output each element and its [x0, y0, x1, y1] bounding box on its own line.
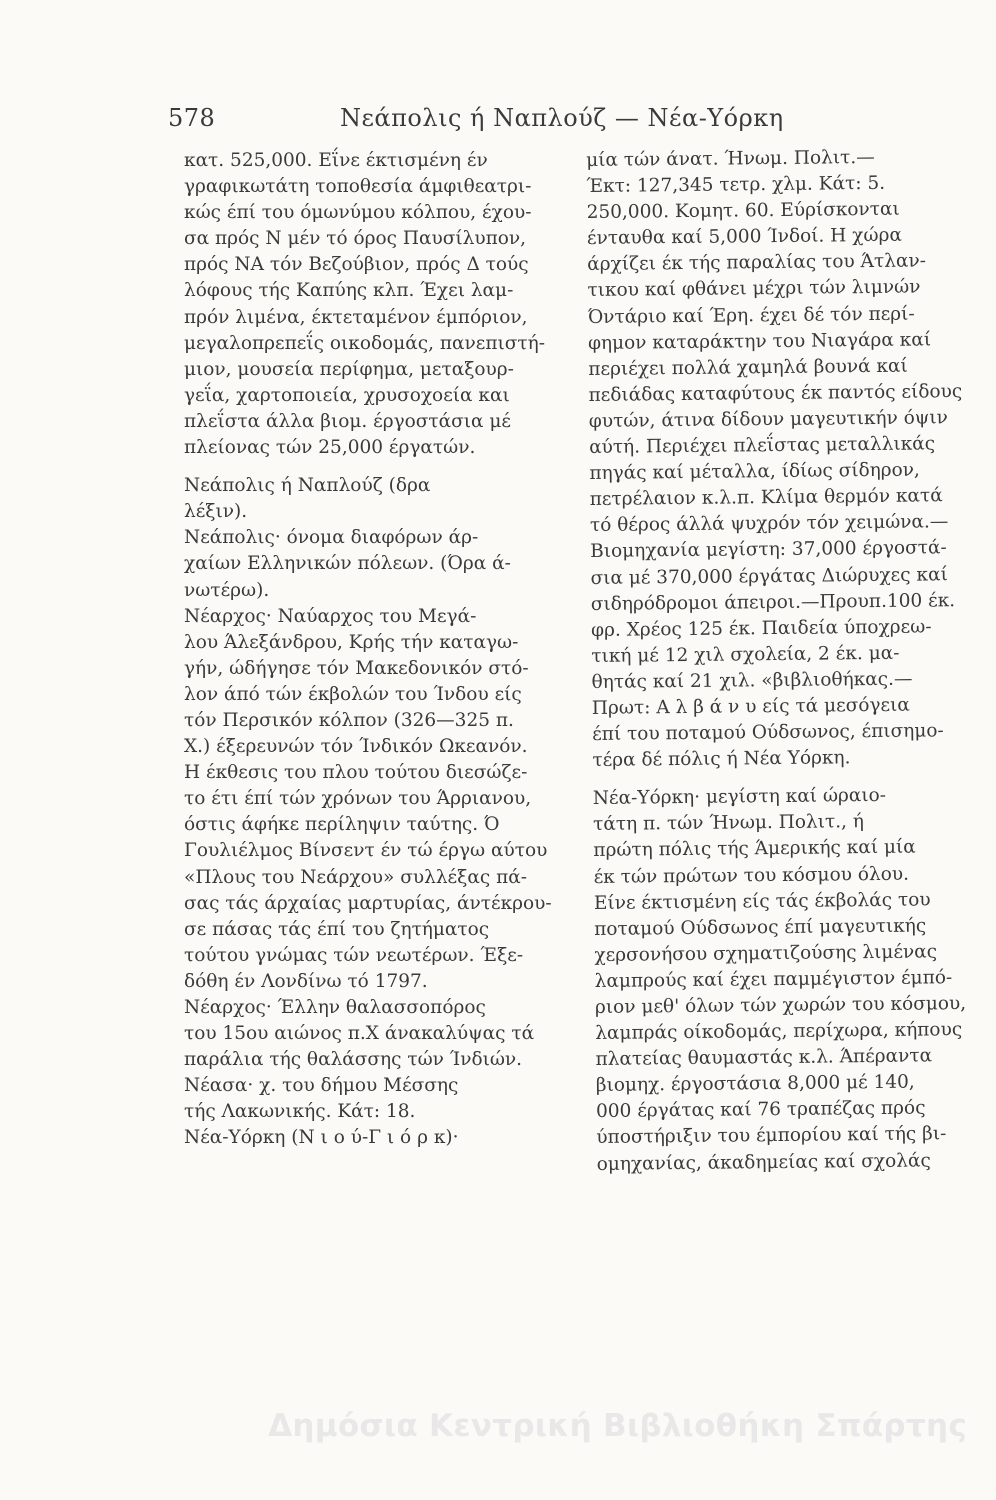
text-line: Νέασα· χ. του δήμου Μέσσης	[184, 1075, 459, 1097]
text-line: περιέχει πολλά χαμηλά βουνά καί	[588, 355, 908, 380]
text-line: του 15ου αιώνος π.Χ άνακαλύψας τά	[184, 1023, 535, 1045]
running-title: Νεάπολις ή Ναπλούζ — Νέα-Υόρκη	[340, 104, 784, 132]
right-column	[586, 144, 965, 1177]
text-line: πεδιάδας καταφύτους έκ παντός είδους	[588, 380, 963, 406]
text-line: φρ. Χρέος 125 έκ. Παιδεία ύποχρεω-	[590, 616, 932, 641]
text-line: πλείονας τών 25,000 έργατών.	[184, 437, 476, 459]
text-line: όστις άφήκε περίληψιν ταύτης. Ό	[184, 814, 500, 836]
text-line: Είνε έκτισμένη είς τάς έκβολάς του	[593, 889, 931, 914]
text-line: ομηχανίας, άκαδημείας καί σχολάς	[596, 1150, 931, 1175]
text-line: άρχίζει έκ τής παραλίας του Άτλαν-	[587, 250, 927, 276]
library-watermark: Δημόσια Κεντρική Βιβλιοθήκη Σπάρτης	[268, 1408, 967, 1444]
text-line: ύποστήριξιν του έμπορίου καί τής βι-	[596, 1123, 947, 1149]
text-line: Νέαρχος· Έλλην θαλασσοπόρος	[184, 997, 486, 1018]
text-line: έκ τών πρώτων του κόσμου όλου.	[593, 863, 910, 888]
text-line: Έκτ: 127,345 τετρ. χλμ. Κάτ: 5.	[586, 172, 886, 198]
text-line: ποταμού Ούδσωνος έπί μαγευτικής	[594, 915, 927, 940]
text-line: Νέαρχος· Ναύαρχος του Μεγά-	[184, 605, 477, 627]
text-line: σας τάς άρχαίας μαρτυρίας, άντέκρου-	[184, 892, 552, 914]
text-line: πρώτη πόλις τής Άμερικής καί μία	[593, 837, 916, 862]
text-line: Νεάπολις· όνομα διαφόρων άρ-	[184, 527, 479, 549]
text-line: σα πρός Ν μέν τό όρος Παυσίλυπον,	[184, 228, 527, 250]
text-line: λον άπό τών έκβολών του Ίνδου είς	[184, 683, 522, 705]
text-line: Βιομηχανία μεγίστη: 37,000 έργοστά-	[590, 537, 947, 563]
text-line: φημον καταράκτην του Νιαγάρα καί	[587, 329, 932, 354]
text-line: 000 έργάτας καί 76 τραπέζας πρός	[595, 1097, 926, 1123]
text-line: δόθη έν Λονδίνω τό 1797.	[184, 970, 428, 992]
text-line: έπί του ποταμού Ούδσωνος, έπισημο-	[592, 720, 944, 746]
text-line: Χ.) έξερευνών τόν Ίνδικόν Ωκεανόν.	[184, 736, 528, 758]
text-line: μία τών άνατ. Ήνωμ. Πολιτ.—	[586, 146, 875, 171]
text-line: λαμπράς οίκοδομάς, περίχωρα, κήπους	[595, 1019, 963, 1045]
text-line: γεΐα, χαρτοποιεία, χρυσοχοεία και	[184, 384, 510, 406]
text-line: τής Λακωνικής. Κάτ: 18.	[184, 1101, 416, 1123]
text-line: Νέα-Υόρκη· μεγίστη καί ώραιο-	[592, 785, 887, 810]
page-header	[168, 104, 784, 138]
text-line: τό θέρος άλλά ψυχρόν τόν χειμώνα.—	[589, 511, 949, 537]
text-line: χαίων Ελληνικών πόλεων. (Όρα ά-	[184, 553, 511, 575]
text-line: πλατείας θαυμαστάς κ.λ. Άπέραντα	[595, 1045, 933, 1071]
text-line: ριον μεθ' όλων τών χωρών του κόσμου,	[594, 993, 967, 1018]
text-line: Νεάπολις ή Ναπλούζ (δρα	[184, 475, 431, 497]
text-line: λέξιν).	[184, 501, 248, 523]
text-line: τέρα δέ πόλις ή Νέα Υόρκη.	[592, 747, 851, 772]
text-line: γραφικωτάτη τοποθεσία άμφιθεατρι-	[184, 176, 532, 198]
text-line: μεγαλοπρεπεΐς οικοδομάς, πανεπιστή-	[184, 332, 545, 354]
text-line: πλεΐστα άλλα βιομ. έργοστάσια μέ	[184, 410, 512, 432]
text-line: κώς έπί του όμωνύμου κόλπου, έχου-	[184, 202, 532, 224]
left-column	[184, 148, 564, 1152]
text-line: φυτών, άτινα δίδουν μαγευτικήν όψιν	[588, 407, 948, 432]
text-line: νωτέρω).	[184, 579, 270, 601]
text-line: Γουλιέλμος Βίνσεντ έν τώ έργω αύτου	[184, 840, 548, 862]
text-line: πρός ΝΑ τόν Βεζούβιον, πρός Δ τούς	[184, 254, 529, 276]
text-line: λου Άλεξάνδρου, Κρής τήν καταγω-	[184, 631, 519, 653]
text-line: βιομηχ. έργοστάσια 8,000 μέ 140,	[595, 1071, 915, 1097]
text-line: μιον, μουσεία περίφημα, μεταξουρ-	[184, 358, 514, 380]
text-line: κατ. 525,000. Εΐνε έκτισμένη έν	[184, 150, 488, 171]
text-line: Πρωτ: Α λ β ά ν υ είς τά μεσόγεια	[591, 694, 910, 719]
text-line: τάτη π. τών Ήνωμ. Πολιτ., ή	[592, 811, 865, 836]
text-line: τόν Περσικόν κόλπον (326—325 π.	[184, 709, 514, 731]
text-line: το έτι έπί τών χρόνων του Άρριανου,	[184, 788, 532, 810]
text-line: Νέα-Υόρκη (Ν ι ο ύ-Γ ι ό ρ κ)·	[184, 1127, 459, 1149]
text-line: σιδηρόδρομοι άπειροι.—Προυπ.100 έκ.	[590, 589, 956, 615]
text-line: Όντάριο καί Έρη. έχει δέ τόν περί-	[587, 303, 915, 328]
text-line: θητάς καί 21 χιλ. «βιβλιοθήκας.—	[591, 668, 913, 693]
text-line: σια μέ 370,000 έργάτας Διώρυχες καί	[590, 563, 948, 589]
text-line: λόφους τής Καπύης κλπ. Έχει λαμ-	[184, 280, 514, 302]
page-number: 578	[168, 104, 216, 132]
text-line: «Πλους του Νεάρχου» συλλέξας πά-	[184, 866, 527, 888]
text-line: πηγάς καί μέταλλα, ίδίως σίδηρον,	[589, 459, 920, 485]
text-line: παράλια τής θαλάσσης τών Ίνδιών.	[184, 1049, 523, 1071]
text-line: χερσονήσου σχηματιζούσης λιμένας	[594, 941, 938, 966]
text-line: γήν, ώδήγησε τόν Μακεδονικόν στό-	[184, 657, 529, 679]
paragraph-gap	[184, 461, 564, 473]
text-line: τική μέ 12 χιλ σχολεία, 2 έκ. μα-	[591, 642, 900, 667]
text-line: σε πάσας τάς έπί του ζητήματος	[184, 918, 490, 940]
text-line: πρόν λιμένα, έκτεταμένον έμπόριον,	[184, 306, 528, 328]
text-line: πετρέλαιον κ.λ.π. Κλίμα θερμόν κατά	[589, 485, 943, 511]
text-line: τικου καί φθάνει μέχρι τών λιμνών	[587, 276, 921, 302]
text-line: λαμπρούς καί έχει παμμέγιστον έμπό-	[594, 967, 953, 992]
text-line: Η έκθεσις του πλου τούτου διεσώζε-	[184, 762, 528, 784]
text-line: 250,000. Κομητ. 60. Εύρίσκονται	[586, 198, 900, 224]
text-line: αύτή. Περιέχει πλεΐστας μεταλλικάς	[589, 433, 936, 459]
text-line: ένταυθα καί 5,000 Ίνδοί. Η χώρα	[586, 224, 903, 250]
text-line: τούτου γνώμας τών νεωτέρων. Έξε-	[184, 944, 524, 966]
